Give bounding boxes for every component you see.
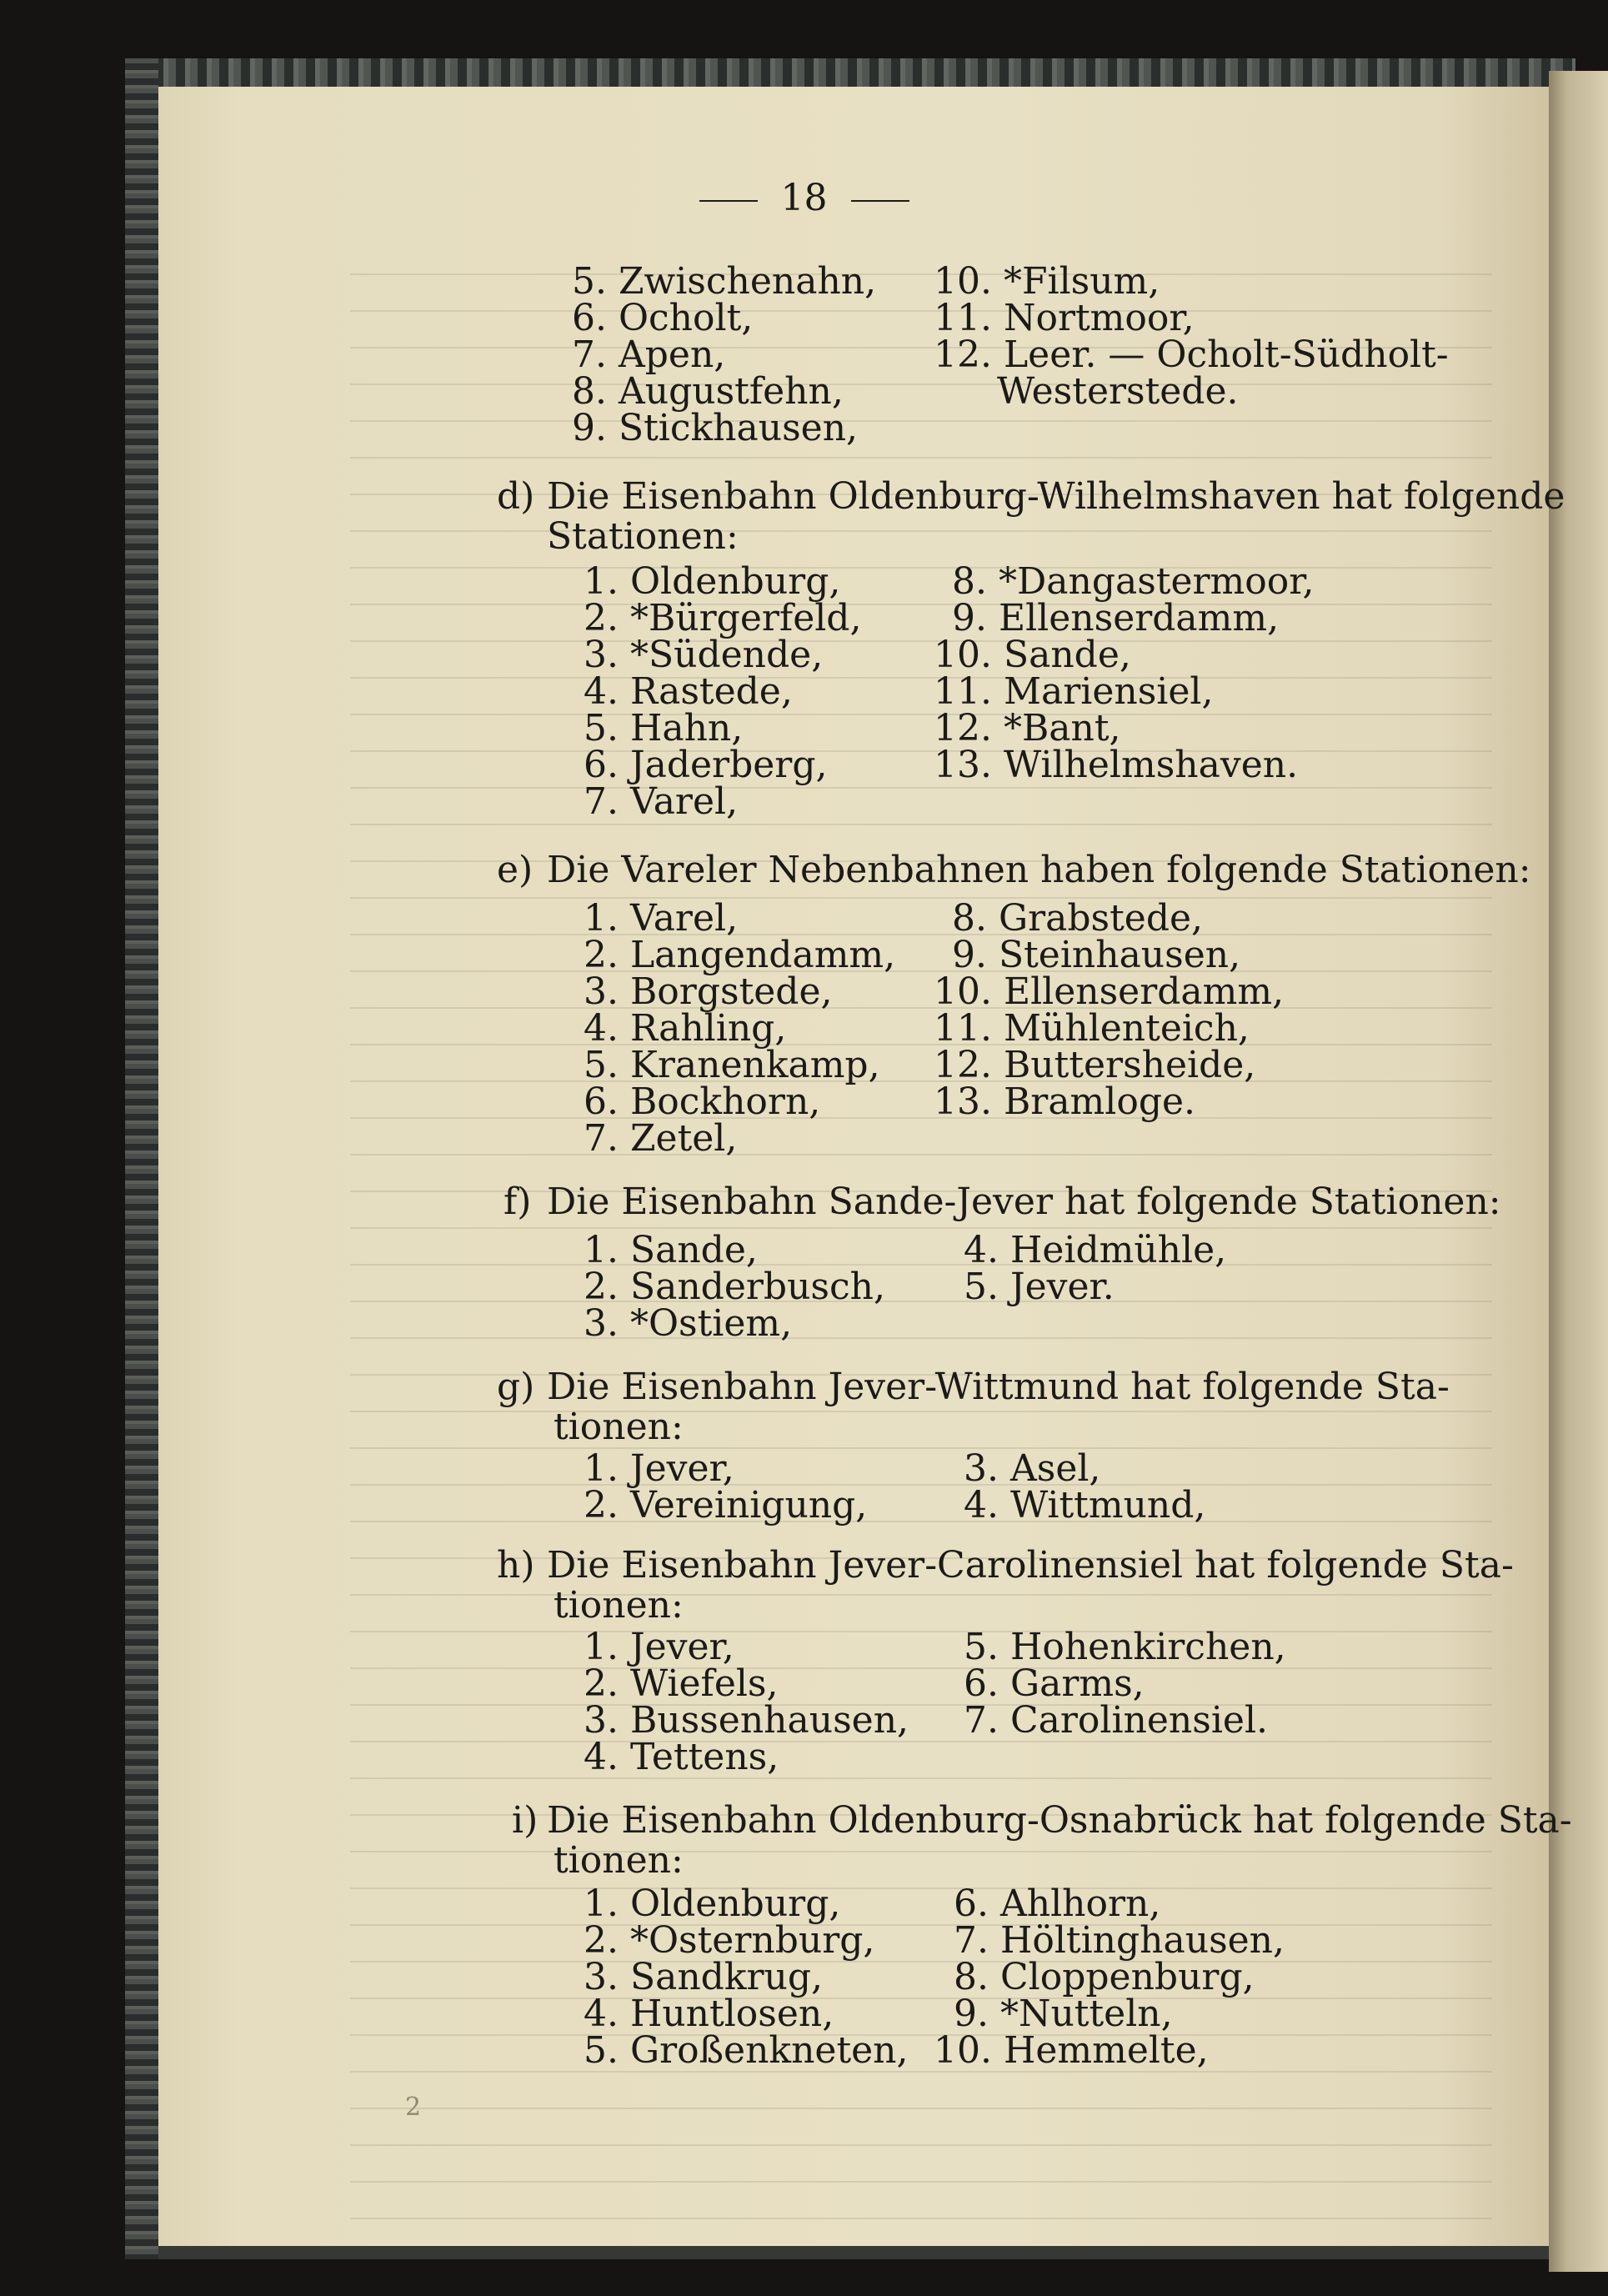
list-item: 10. *Filsum, bbox=[934, 260, 1160, 303]
section-heading: Die Eisenbahn Oldenburg-Wilhelmshaven hat folgende bbox=[547, 475, 1565, 518]
list-item: 9. Stickhausen, bbox=[572, 407, 859, 449]
section-heading: Die Eisenbahn Oldenburg-Osnabrück hat folgende Sta- bbox=[547, 1799, 1572, 1842]
section-heading-cont: tionen: bbox=[554, 1584, 684, 1627]
list-item: 7. Höltinghausen, bbox=[954, 1919, 1285, 1962]
list-item: 4. Heidmühle, bbox=[964, 1229, 1227, 1271]
list-item: 5. Kranenkamp, bbox=[584, 1044, 880, 1086]
list-item: 12. Leer. — Ocholt-Südholt- bbox=[934, 333, 1449, 376]
list-item: 11. Mühlenteich, bbox=[934, 1007, 1250, 1050]
section-label: h) bbox=[497, 1544, 535, 1587]
section-heading-cont: tionen: bbox=[554, 1839, 684, 1882]
list-item: 10. Hemmelte, bbox=[934, 2029, 1209, 2072]
list-item: 10. Sande, bbox=[934, 634, 1131, 676]
list-item: 13. Bramloge. bbox=[934, 1080, 1196, 1123]
show-through-text bbox=[350, 250, 1492, 2234]
page-number: 18 bbox=[780, 177, 828, 219]
list-item: 1. Jever, bbox=[584, 1447, 734, 1490]
list-item: Westerstede. bbox=[997, 370, 1239, 413]
list-item: 6. Ocholt, bbox=[572, 297, 754, 339]
list-item: 1. Oldenburg, bbox=[584, 1882, 841, 1925]
list-item: 4. Wittmund, bbox=[964, 1484, 1206, 1526]
list-item: 7. Zetel, bbox=[584, 1117, 738, 1160]
list-item: 1. Oldenburg, bbox=[584, 560, 841, 603]
list-item: 5. Zwischenahn, bbox=[572, 260, 877, 303]
list-item: 2. Sanderbusch, bbox=[584, 1266, 885, 1308]
signature-mark: 2 bbox=[405, 2093, 422, 2122]
list-item: 9. *Nutteln, bbox=[954, 1993, 1173, 2035]
list-item: 6. Jaderberg, bbox=[584, 744, 828, 786]
list-item: 13. Wilhelmshaven. bbox=[934, 744, 1299, 786]
section-heading: Die Vareler Nebenbahnen haben folgende Stationen: bbox=[547, 849, 1531, 891]
section-heading: Die Eisenbahn Jever-Wittmund hat folgende Sta- bbox=[547, 1366, 1450, 1408]
list-item: 11. Nortmoor, bbox=[934, 297, 1195, 339]
list-item: 12. *Bant, bbox=[934, 707, 1121, 749]
list-item: 2. Vereinigung, bbox=[584, 1484, 868, 1526]
list-item: 1. Jever, bbox=[584, 1626, 734, 1668]
list-item: 1. Sande, bbox=[584, 1229, 758, 1271]
page-number-line bbox=[0, 177, 1608, 219]
list-item: 3. Bussenhausen, bbox=[584, 1699, 909, 1742]
list-item: 8. Augustfehn, bbox=[572, 370, 844, 413]
section-heading-cont: Stationen: bbox=[547, 515, 739, 558]
list-item: 5. Jever. bbox=[964, 1266, 1115, 1308]
list-item: 8. *Dangastermoor, bbox=[952, 560, 1315, 603]
section-label: i) bbox=[512, 1799, 539, 1842]
list-item: 3. *Ostiem, bbox=[584, 1302, 793, 1345]
list-item: 5. Hahn, bbox=[584, 707, 744, 749]
list-item: 2. *Bürgerfeld, bbox=[584, 597, 862, 639]
list-item: 7. Carolinensiel. bbox=[964, 1699, 1268, 1742]
list-item: 10. Ellenserdamm, bbox=[934, 970, 1285, 1013]
list-item: 8. Cloppenburg, bbox=[954, 1956, 1255, 1998]
list-item: 2. Wiefels, bbox=[584, 1662, 779, 1705]
list-item: 4. Tettens, bbox=[584, 1736, 779, 1778]
list-item: 7. Varel, bbox=[584, 780, 739, 823]
list-item: 5. Großenkneten, bbox=[584, 2029, 909, 2072]
list-item: 3. *Südende, bbox=[584, 634, 824, 676]
list-item: 6. Ahlhorn, bbox=[954, 1882, 1161, 1925]
section-heading-cont: tionen: bbox=[554, 1406, 684, 1448]
section-label: e) bbox=[497, 849, 533, 891]
list-item: 3. Asel, bbox=[964, 1447, 1101, 1490]
list-item: 2. *Osternburg, bbox=[584, 1919, 875, 1962]
list-item: 5. Hohenkirchen, bbox=[964, 1626, 1286, 1668]
list-item: 6. Bockhorn, bbox=[584, 1080, 821, 1123]
section-heading: Die Eisenbahn Sande-Jever hat folgende Stationen: bbox=[547, 1181, 1501, 1223]
list-item: 2. Langendamm, bbox=[584, 934, 896, 976]
section-heading: Die Eisenbahn Jever-Carolinensiel hat folgende Sta- bbox=[547, 1544, 1514, 1587]
list-item: 1. Varel, bbox=[584, 897, 739, 940]
section-label: d) bbox=[497, 475, 535, 518]
facing-page-edge bbox=[1549, 71, 1608, 2272]
list-item: 9. Ellenserdamm, bbox=[952, 597, 1280, 639]
list-item: 7. Apen, bbox=[572, 333, 726, 376]
list-item: 11. Mariensiel, bbox=[934, 670, 1214, 713]
section-label: g) bbox=[497, 1366, 535, 1408]
list-item: 4. Rahling, bbox=[584, 1007, 787, 1050]
list-item: 3. Borgstede, bbox=[584, 970, 833, 1013]
list-item: 12. Buttersheide, bbox=[934, 1044, 1256, 1086]
cover-left-edge bbox=[125, 58, 158, 2259]
list-item: 4. Rastede, bbox=[584, 670, 793, 713]
list-item: 6. Garms, bbox=[964, 1662, 1145, 1705]
list-item: 8. Grabstede, bbox=[952, 897, 1204, 940]
list-item: 3. Sandkrug, bbox=[584, 1956, 824, 1998]
section-label: f) bbox=[503, 1181, 532, 1223]
cover-top-edge bbox=[125, 58, 1575, 87]
list-item: 4. Huntlosen, bbox=[584, 1993, 834, 2035]
list-item: 9. Steinhausen, bbox=[952, 934, 1241, 976]
